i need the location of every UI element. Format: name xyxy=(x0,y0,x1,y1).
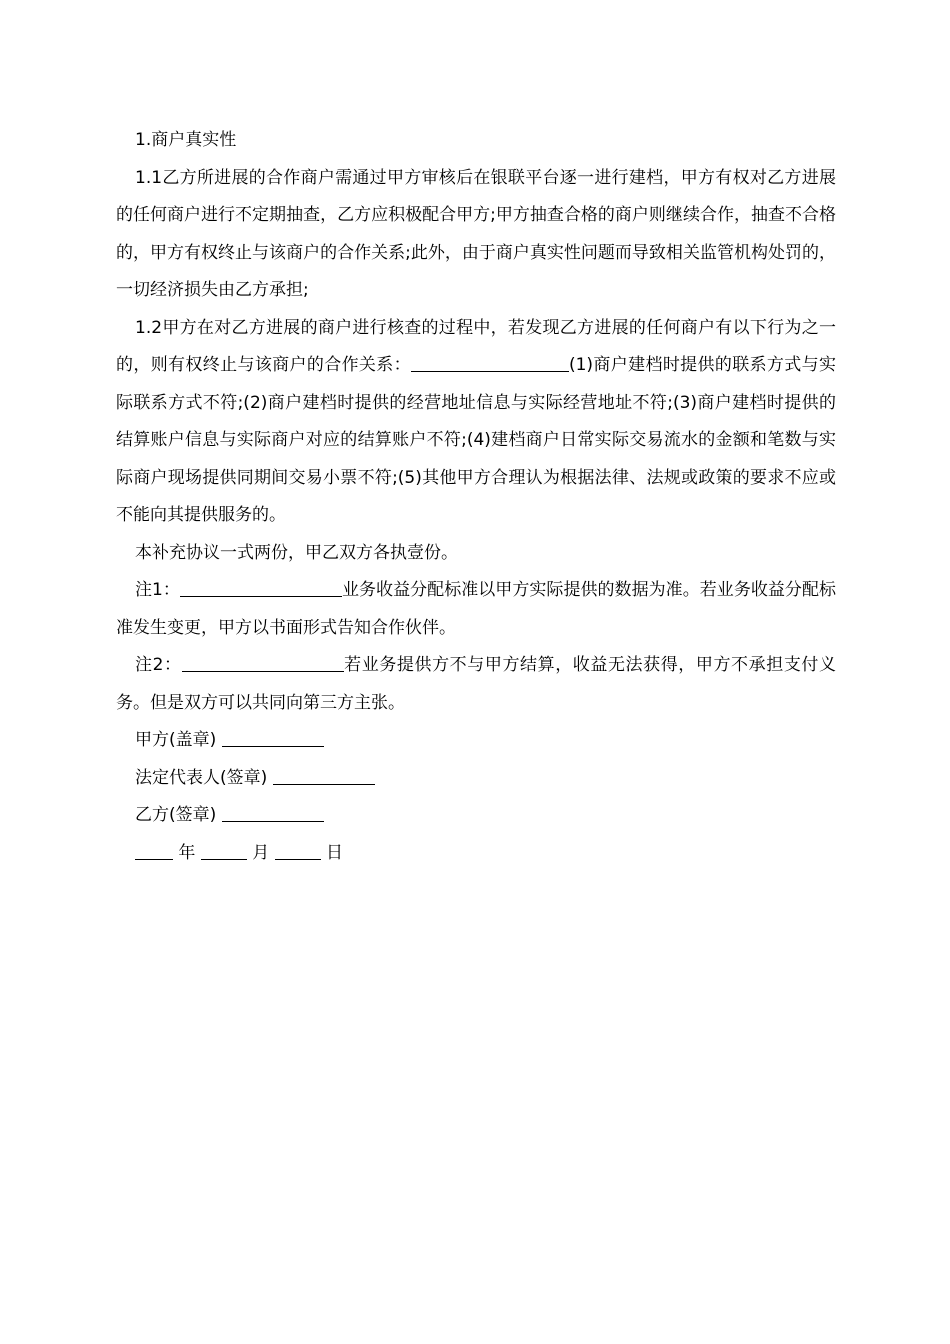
document-page xyxy=(116,122,836,872)
note-1-label: 注1： xyxy=(135,580,180,600)
clause-1-1: 1.1乙方所进展的合作商户需通过甲方审核后在银联平台逐一进行建档，甲方有权对乙方进展的任何商户进行不定期抽查，乙方应积极配合甲方;甲方抽查合格的商户则继续合作，抽查不合格的，甲方有权终止与该商户的合作关系;此外，由于商户真实性问题而导致相关监管机构处罚的，一切经济损失由乙方承担; xyxy=(116,167,836,300)
blank-line xyxy=(182,656,344,672)
blank-line xyxy=(135,843,173,859)
year-label: 年 xyxy=(178,842,196,863)
month-label: 月 xyxy=(252,842,270,863)
note-1 xyxy=(116,572,836,647)
clause-1-2-items: (1)商户建档时提供的联系方式与实际联系方式不符;(2)商户建档时提供的经营地址信息与实际经营地址不符;(3)商户建档时提供的结算账户信息与实际商户对应的结算账户不符;(4)建档商户日常实际交易流水的金额和笔数与实际商户现场提供同期间交易小票不符;(5)其他甲方合理认为根据法律、法规或政策的要求不应或不能向其提供服务的。 xyxy=(116,355,836,525)
clause-1-2-intro: 1.2甲方在对乙方进展的商户进行核查的过程中，若发现乙方进展的任何商户有以下行为之一的，则有权终止与该商户的合作关系： xyxy=(116,317,836,375)
day-label: 日 xyxy=(326,842,344,863)
copies-statement: 本补充协议一式两份，甲乙双方各执壹份。 xyxy=(135,542,458,563)
blank-line xyxy=(222,731,324,747)
note-1-text: 业务收益分配标准以甲方实际提供的数据为准。若业务收益分配标准发生变更，甲方以书面形式告知合作伙伴。 xyxy=(116,580,836,638)
clause-1-2 xyxy=(116,310,836,535)
note-2-label: 注2： xyxy=(135,655,182,675)
date-line xyxy=(116,835,836,873)
blank-line xyxy=(180,581,342,597)
party-b-signature xyxy=(116,797,836,835)
party-a-signature xyxy=(116,722,836,760)
blank-line xyxy=(273,768,375,784)
note-2 xyxy=(116,647,836,722)
blank-line xyxy=(222,806,324,822)
section-1-title: 1.商户真实性 xyxy=(135,130,237,150)
note-2-text: 若业务提供方不与甲方结算，收益无法获得，甲方不承担支付义务。但是双方可以共同向第三方主张。 xyxy=(116,655,836,713)
blank-line xyxy=(275,843,321,859)
legal-rep-signature xyxy=(116,760,836,798)
party-b-label: 乙方(签章) xyxy=(135,805,217,825)
legal-rep-label: 法定代表人(签章) xyxy=(135,767,268,788)
party-a-label: 甲方(盖章) xyxy=(135,730,217,750)
blank-line xyxy=(201,843,247,859)
blank-line xyxy=(411,356,569,372)
